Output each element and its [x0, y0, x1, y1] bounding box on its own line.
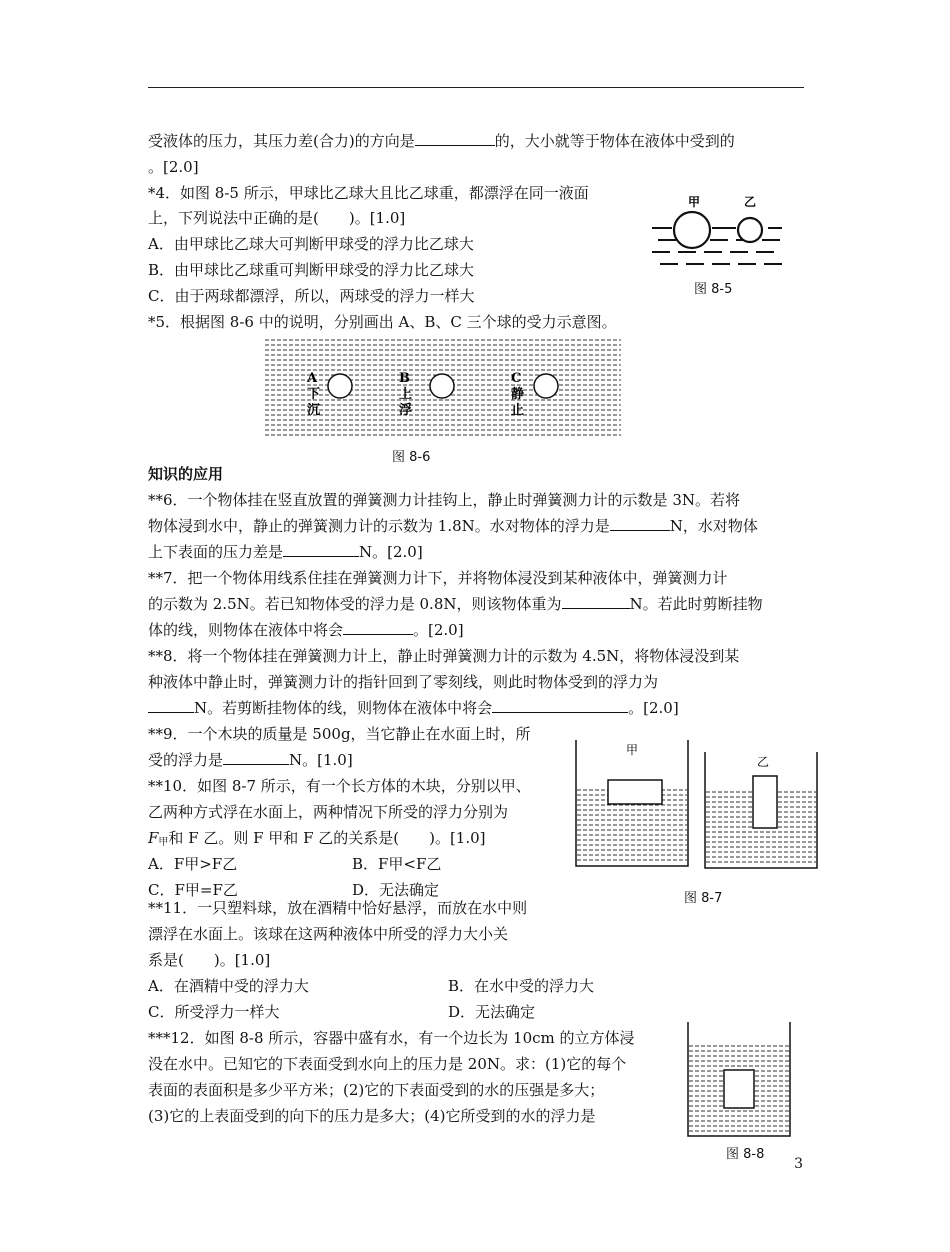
label-a: A: [307, 371, 318, 386]
option-c: C．所受浮力一样大: [148, 1003, 280, 1021]
question-4: *4．如图 8-5 所示，甲球比乙球大且比乙球重，都漂浮在同一液面: [148, 184, 589, 202]
option-b: B．在水中受的浮力大: [448, 977, 595, 995]
label-a-3: 沉: [307, 403, 321, 418]
figure-caption: 图 8-7: [684, 891, 723, 906]
answer-blank[interactable]: [148, 697, 194, 713]
question-5: *5．根据图 8-6 中的说明，分别画出 A、B、C 三个球的受力示意图。: [148, 313, 617, 331]
text-line: 的示数为 2.5N。若已知物体受的浮力是 0.8N，则该物体重为 N。若此时剪断挂物: [148, 595, 763, 613]
question-9: **9．一个木块的质量是 500g，当它静止在水面上时，所: [148, 725, 531, 743]
text-line: 漂浮在水面上。该球在这两种液体中所受的浮力大小关: [148, 925, 509, 943]
header-rule: [148, 87, 804, 88]
text-line: 。[2.0]: [148, 158, 199, 176]
figure-caption: 图 8-8: [726, 1147, 765, 1162]
text-line: $F_甲$和 F 乙。则 F 甲和 F 乙的关系是( )。[1.0]: [148, 829, 486, 848]
fig85-label-jia: 甲: [688, 195, 701, 209]
text-line: 上下表面的压力差是 N。[2.0]: [148, 543, 423, 561]
label-a-2: 下: [307, 387, 321, 402]
text-line: 乙两种方式浮在水面上，两种情况下所受的浮力分别为: [148, 803, 509, 821]
answer-blank[interactable]: [492, 697, 628, 713]
label-b: B: [399, 371, 410, 386]
label-c-3: 止: [511, 403, 525, 418]
option-b: B．由甲球比乙球重可判断甲球受的浮力比乙球大: [148, 261, 475, 279]
text-line: 上，下列说法中正确的是( )。[1.0]: [148, 209, 406, 227]
figure-8-5: [650, 190, 790, 275]
page-number: 3: [794, 1156, 803, 1172]
text-line: 表面的表面积是多少平方米；(2)它的下表面受到的水的压强是多大；: [148, 1081, 605, 1099]
question-8: **8．将一个物体挂在弹簧测力计上，静止时弹簧测力计的示数为 4.5N，将物体浸没到某: [148, 647, 740, 665]
fig85-label-yi: 乙: [744, 195, 757, 209]
answer-blank[interactable]: [343, 619, 413, 635]
text-line: 体的线，则物体在液体中将会 。[2.0]: [148, 621, 464, 639]
answer-blank[interactable]: [610, 515, 670, 531]
text-line: 受的浮力是 N。[1.0]: [148, 751, 353, 769]
option-b: B．F甲<F乙: [352, 855, 442, 873]
option-d: D．无法确定: [448, 1003, 536, 1021]
answer-blank[interactable]: [415, 130, 495, 146]
figure-caption: 图 8-6: [392, 450, 431, 465]
section-heading: 知识的应用: [148, 465, 224, 483]
option-a: A．在酒精中受的浮力大: [148, 977, 309, 995]
option-c: C．由于两球都漂浮，所以，两球受的浮力一样大: [148, 287, 475, 305]
answer-blank[interactable]: [283, 541, 359, 557]
figure-8-6: [265, 338, 621, 440]
figure-8-7-b: [703, 750, 819, 870]
option-a: A．由甲球比乙球大可判断甲球受的浮力比乙球大: [148, 235, 474, 253]
option-c: C．F甲=F乙: [148, 881, 238, 899]
answer-blank[interactable]: [562, 593, 630, 609]
text-line: (3)它的上表面受到的向下的压力是多大；(4)它所受到的水的浮力是: [148, 1107, 596, 1125]
label-b-3: 浮: [399, 403, 413, 418]
question-12: ***12．如图 8-8 所示，容器中盛有水，有一个边长为 10cm 的立方体浸: [148, 1029, 635, 1047]
text-line: 种液体中静止时，弹簧测力计的指针回到了零刻线，则此时物体受到的浮力为: [148, 673, 659, 691]
ball-jia: [674, 212, 710, 248]
ball-yi: [738, 218, 762, 242]
ball-b: [430, 374, 454, 398]
ball-c: [534, 374, 558, 398]
label-c-2: 静: [511, 387, 525, 402]
question-7: **7．把一个物体用线系住挂在弹簧测力计下，并将物体浸没到某种液体中，弹簧测力计: [148, 569, 728, 587]
text-line: 物体浸到水中，静止的弹簧测力计的示数为 1.8N。水对物体的浮力是 N，水对物体: [148, 517, 758, 535]
question-11: **11．一只塑料球，放在酒精中恰好悬浮，而放在水中则: [148, 899, 528, 917]
option-d: D．无法确定: [352, 881, 440, 899]
figure-8-7: [574, 738, 690, 868]
text-line: 没在水中。已知它的下表面受到水向上的压力是 20N。求：(1)它的每个: [148, 1055, 627, 1073]
option-a: A．F甲>F乙: [148, 855, 238, 873]
fig87-label-jia: 甲: [626, 743, 639, 757]
figure-caption: 图 8-5: [694, 282, 733, 297]
text-line: 受液体的压力，其压力差(合力)的方向是 的，大小就等于物体在液体中受到的: [148, 132, 735, 150]
label-b-2: 上: [399, 387, 413, 402]
question-6: **6．一个物体挂在竖直放置的弹簧测力计挂钩上，静止时弹簧测力计的示数是 3N。若将: [148, 491, 740, 509]
question-10: **10．如图 8-7 所示，有一个长方体的木块，分别以甲、: [148, 777, 531, 795]
fig87-label-yi: 乙: [757, 755, 770, 769]
ball-a: [328, 374, 352, 398]
text-line: 系是( )。[1.0]: [148, 951, 271, 969]
block-jia: [608, 780, 662, 804]
submerged-cube: [724, 1070, 754, 1108]
block-yi: [753, 776, 777, 828]
answer-blank[interactable]: [223, 749, 289, 765]
label-c: C: [511, 371, 522, 386]
text-line: N。若剪断挂物体的线，则物体在液体中将会 。[2.0]: [148, 697, 679, 719]
figure-8-8: [686, 1020, 794, 1138]
